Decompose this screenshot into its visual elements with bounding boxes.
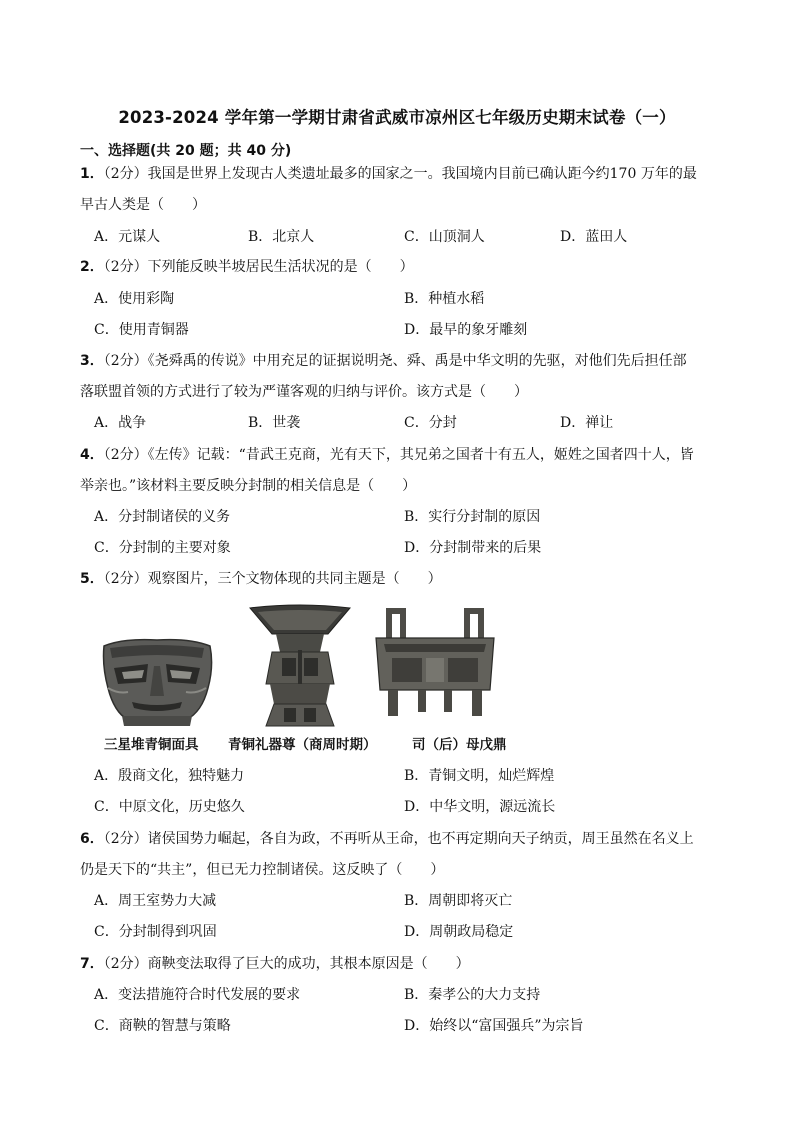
question-4-line-2: 举亲也。”该材料主要反映分封制的相关信息是（ ）	[80, 478, 417, 494]
q2-option-d[interactable]: D．最早的象牙雕刻	[404, 322, 528, 338]
q4-option-a[interactable]: A．分封制诸侯的义务	[94, 509, 231, 525]
question-number: 6．	[80, 831, 104, 847]
q2-option-c[interactable]: C．使用青铜器	[94, 322, 189, 338]
q7-option-d[interactable]: D．始终以“富国强兵”为宗旨	[404, 1018, 584, 1034]
question-4-line-1: 4．（2分）《左传》记载：“昔武王克商，光有天下，其兄弟之国者十有五人，姬姓之国者四十人，皆	[80, 447, 694, 463]
bronze-mask-image	[98, 636, 216, 728]
q4-option-b[interactable]: B．实行分封制的原因	[404, 509, 541, 525]
q1-option-c[interactable]: C．山顶洞人	[404, 229, 485, 245]
q3-option-d[interactable]: D．禅让	[560, 415, 614, 431]
q1-option-d[interactable]: D．蓝田人	[560, 229, 628, 245]
q6-option-b[interactable]: B．周朝即将灭亡	[404, 893, 513, 909]
question-number: 4．	[80, 447, 104, 463]
q5-option-c[interactable]: C．中原文化，历史悠久	[94, 799, 245, 815]
question-7-line-1: 7．（2分）商鞅变法取得了巨大的成功，其根本原因是（ ）	[80, 956, 470, 972]
q5-option-a[interactable]: A．殷商文化，独特魅力	[94, 768, 245, 784]
bronze-zun-image	[248, 604, 352, 728]
q7-option-a[interactable]: A．变法措施符合时代发展的要求	[94, 987, 301, 1003]
q1-option-a[interactable]: A．元谋人	[94, 229, 161, 245]
bronze-ding-image	[372, 606, 498, 718]
question-6-line-2: 仍是天下的“共主”，但已无力控制诸侯。这反映了（ ）	[80, 862, 445, 878]
q7-option-c[interactable]: C．商鞅的智慧与策略	[94, 1018, 231, 1034]
q4-option-d[interactable]: D．分封制带来的后果	[404, 540, 542, 556]
exam-title: 2023-2024 学年第一学期甘肃省武威市凉州区七年级历史期末试卷（一）	[118, 108, 676, 127]
section-heading: 一、选择题(共 20 题；共 40 分)	[80, 143, 292, 159]
question-3-line-1: 3．（2分）《尧舜禹的传说》中用充足的证据说明尧、舜、禹是中华文明的先驱，对他们先后担任部	[80, 353, 687, 369]
question-number: 3．	[80, 353, 104, 369]
question-number: 7．	[80, 956, 104, 972]
q3-option-c[interactable]: C．分封	[404, 415, 457, 431]
q5-option-d[interactable]: D．中华文明，源远流长	[404, 799, 556, 815]
question-5-line-1: 5．（2分）观察图片，三个文物体现的共同主题是（ ）	[80, 571, 442, 587]
question-number: 1．	[80, 166, 104, 182]
q2-option-a[interactable]: A．使用彩陶	[94, 291, 175, 307]
figure-caption-ding: 司（后）母戊鼎	[412, 737, 507, 753]
question-2-line-1: 2．（2分）下列能反映半坡居民生活状况的是（ ）	[80, 259, 414, 275]
q6-option-c[interactable]: C．分封制得到巩固	[94, 924, 217, 940]
question-1-line-2: 早古人类是（ ）	[80, 197, 206, 213]
q3-option-b[interactable]: B．世袭	[248, 415, 301, 431]
q7-option-b[interactable]: B．秦孝公的大力支持	[404, 987, 541, 1003]
q2-option-b[interactable]: B．种植水稻	[404, 291, 485, 307]
question-1-line-1: 1．（2分）我国是世界上发现古人类遗址最多的国家之一。我国境内目前已确认距今约170 万年的最	[80, 166, 697, 182]
q3-option-a[interactable]: A．战争	[94, 415, 147, 431]
question-number: 2．	[80, 259, 104, 275]
q6-option-a[interactable]: A．周王室势力大减	[94, 893, 217, 909]
q6-option-d[interactable]: D．周朝政局稳定	[404, 924, 514, 940]
question-6-line-1: 6．（2分）诸侯国势力崛起，各自为政，不再听从王命，也不再定期向天子纳贡，周王虽然在名义上	[80, 831, 694, 847]
q4-option-c[interactable]: C．分封制的主要对象	[94, 540, 231, 556]
question-number: 5．	[80, 571, 104, 587]
figure-caption-mask: 三星堆青铜面具	[104, 737, 199, 753]
question-3-line-2: 落联盟首领的方式进行了较为严谨客观的归纳与评价。该方式是（ ）	[80, 384, 528, 400]
figure-caption-zun: 青铜礼器尊（商周时期）	[228, 737, 377, 753]
q1-option-b[interactable]: B．北京人	[248, 229, 315, 245]
q5-option-b[interactable]: B．青铜文明，灿烂辉煌	[404, 768, 555, 784]
